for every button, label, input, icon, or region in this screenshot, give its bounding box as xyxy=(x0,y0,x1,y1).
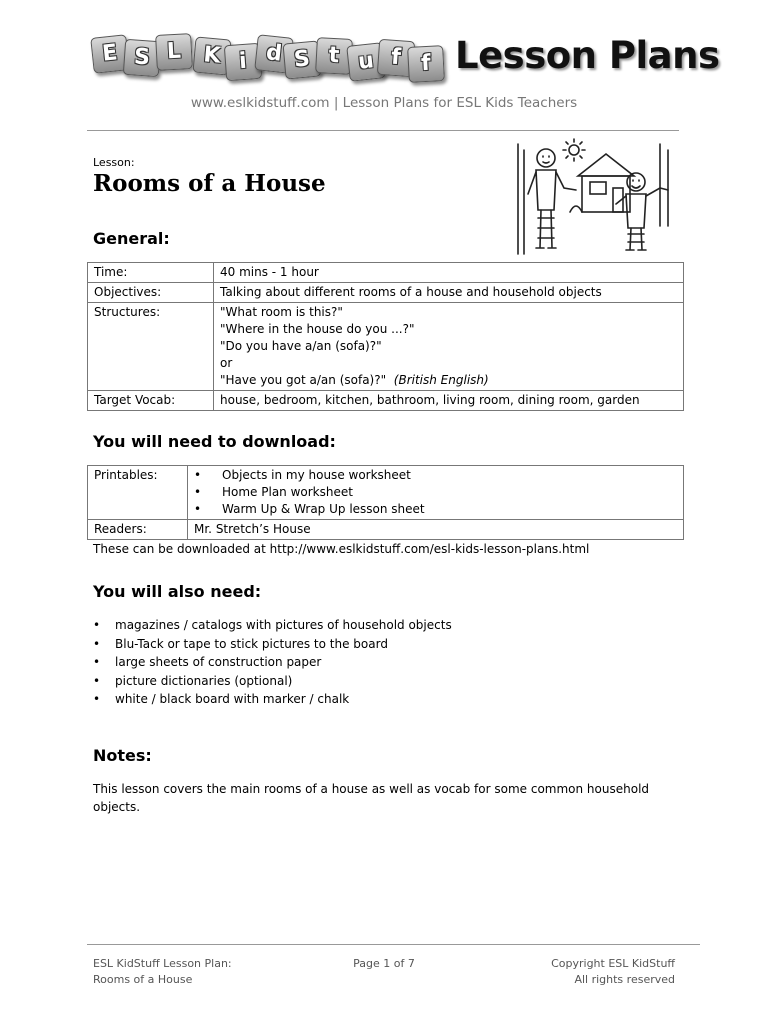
structure-note: (British English) xyxy=(393,373,489,387)
target-vocab-label: Target Vocab: xyxy=(88,391,214,411)
footer-divider xyxy=(87,944,700,945)
time-value xyxy=(214,263,684,283)
footer-left xyxy=(93,956,232,988)
printable-item: • Home Plan worksheet xyxy=(194,484,677,501)
footer-right xyxy=(440,956,675,988)
also-need-list xyxy=(93,616,452,709)
table-row xyxy=(88,303,684,391)
structures-value xyxy=(214,303,684,391)
download-note: These can be downloaded at http://www.eslkidstuff.com/esl-kids-lesson-plans.html xyxy=(93,542,590,556)
list-item: • Blu-Tack or tape to stick pictures to the board xyxy=(93,635,452,654)
table-row xyxy=(88,520,684,540)
footer-left-line1: ESL KidStuff Lesson Plan: xyxy=(93,957,232,970)
header-divider xyxy=(87,130,679,131)
lesson-label: Lesson: xyxy=(93,156,135,169)
time-label: Time: xyxy=(88,263,214,283)
logo-letter-block: t xyxy=(315,37,353,75)
list-item: • magazines / catalogs with pictures of household objects xyxy=(93,616,452,635)
notes-heading: Notes: xyxy=(93,746,152,765)
logo-letter-block: u xyxy=(346,42,386,82)
structure-line: "Where in the house do you ...?" xyxy=(220,322,415,336)
download-table xyxy=(87,465,684,540)
two-kids-with-house-icon xyxy=(510,136,675,256)
also-need-heading: You will also need: xyxy=(93,582,262,601)
notes-text: This lesson covers the main rooms of a house as well as vocab for some common household objects. xyxy=(93,782,650,814)
target-vocab-text: house, bedroom, kitchen, bathroom, living room, dining room, garden xyxy=(220,393,640,407)
structure-line: "What room is this?" xyxy=(220,305,343,319)
structures-label: Structures: xyxy=(88,303,214,391)
readers-value: Mr. Stretch’s House xyxy=(188,520,684,540)
header-subtitle: www.eslkidstuff.com | Lesson Plans for ESL Kids Teachers xyxy=(190,95,578,111)
structure-line: or xyxy=(220,356,233,370)
structure-text: "Have you got a/an (sofa)?" xyxy=(220,373,387,387)
logo-letter-block: S xyxy=(282,40,321,79)
objectives-label: Objectives: xyxy=(88,283,214,303)
structure-line-last xyxy=(220,372,677,389)
printables-label: Printables: xyxy=(88,466,188,520)
list-item: • picture dictionaries (optional) xyxy=(93,672,452,691)
download-heading: You will need to download: xyxy=(93,432,336,451)
logo-letter-block: f xyxy=(377,39,415,77)
table-row xyxy=(88,283,684,303)
target-vocab-value xyxy=(214,391,684,411)
logo-letter-block: L xyxy=(155,33,193,71)
printable-item: • Objects in my house worksheet xyxy=(194,467,677,484)
list-item: • large sheets of construction paper xyxy=(93,653,452,672)
logo-letter-block: S xyxy=(123,39,161,77)
table-row xyxy=(88,263,684,283)
time-text: 40 mins - 1 hour xyxy=(220,265,319,279)
logo-letter-block: d xyxy=(254,34,294,74)
list-item: • white / black board with marker / chalk xyxy=(93,690,452,709)
footer-page-number: Page 1 of 7 xyxy=(353,957,415,970)
logo-letter-block: K xyxy=(192,36,231,75)
lesson-title: Rooms of a House xyxy=(93,170,326,197)
logo-letter-block: f xyxy=(407,45,445,83)
logo-letter-block: i xyxy=(224,43,262,81)
table-row xyxy=(88,391,684,411)
printable-item: • Warm Up & Wrap Up lesson sheet xyxy=(194,501,677,518)
footer-copyright: Copyright ESL KidStuff xyxy=(551,957,675,970)
footer-rights: All rights reserved xyxy=(574,973,675,986)
lesson-plans-title: Lesson Plans xyxy=(455,34,720,77)
readers-label: Readers: xyxy=(88,520,188,540)
general-table xyxy=(87,262,684,411)
printables-list xyxy=(188,466,684,520)
esl-kidstuff-logo xyxy=(92,30,440,82)
table-row xyxy=(88,466,684,520)
objectives-value xyxy=(214,283,684,303)
structure-line: "Do you have a/an (sofa)?" xyxy=(220,339,382,353)
objectives-text: Talking about different rooms of a house and household objects xyxy=(220,285,602,299)
general-heading: General: xyxy=(93,229,170,248)
logo-letter-block: E xyxy=(90,34,130,74)
footer-left-line2: Rooms of a House xyxy=(93,973,193,986)
